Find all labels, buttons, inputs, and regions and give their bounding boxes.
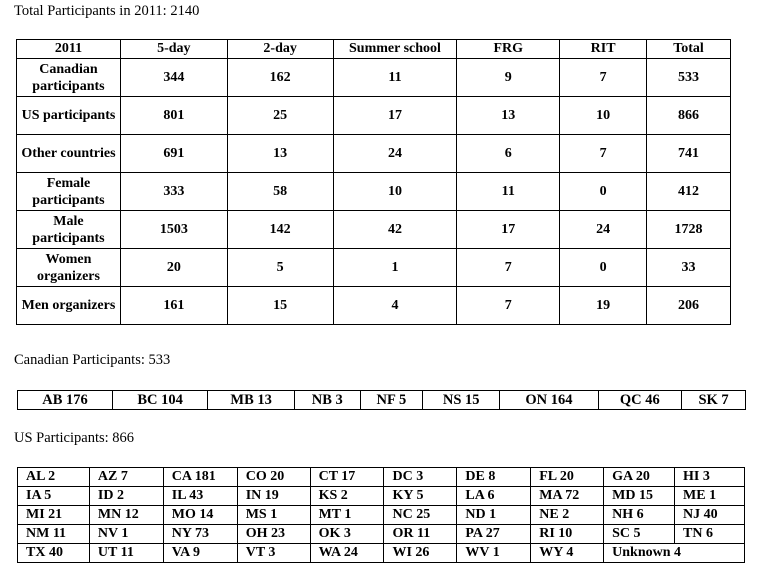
- column-header: 2-day: [227, 40, 333, 59]
- table-cell: 42: [333, 211, 457, 249]
- table-row: [18, 506, 745, 525]
- row-header-cell: Female participants: [17, 173, 121, 211]
- state-cell: NV 1: [89, 525, 163, 544]
- table-cell: 344: [120, 59, 227, 97]
- state-cell: OK 3: [310, 525, 384, 544]
- state-cell: TX 40: [18, 544, 90, 563]
- table-cell: 866: [647, 97, 731, 135]
- state-cell: HI 3: [675, 468, 745, 487]
- table-row: [17, 135, 731, 173]
- state-cell: GA 20: [604, 468, 675, 487]
- state-cell: Unknown 4: [604, 544, 745, 563]
- state-cell: OR 11: [384, 525, 457, 544]
- table-cell: 162: [227, 59, 333, 97]
- table-row: [17, 97, 731, 135]
- state-cell: IA 5: [18, 487, 90, 506]
- state-cell: DC 3: [384, 468, 457, 487]
- table-cell: 13: [457, 97, 560, 135]
- province-cell: SK 7: [682, 391, 746, 410]
- table-cell: 17: [457, 211, 560, 249]
- table-row: [18, 391, 746, 410]
- table-row: [18, 544, 745, 563]
- province-cell: NF 5: [360, 391, 423, 410]
- state-cell: KY 5: [384, 487, 457, 506]
- table-cell: 10: [333, 173, 457, 211]
- table-cell: 24: [560, 211, 647, 249]
- column-header: FRG: [457, 40, 560, 59]
- table-cell: 58: [227, 173, 333, 211]
- state-cell: ND 1: [457, 506, 531, 525]
- table-cell: 11: [333, 59, 457, 97]
- table-cell: 25: [227, 97, 333, 135]
- state-cell: UT 11: [89, 544, 163, 563]
- canadian-provinces-table: [17, 390, 746, 410]
- table-cell: 206: [647, 287, 731, 325]
- table-cell: 6: [457, 135, 560, 173]
- table-cell: 15: [227, 287, 333, 325]
- province-cell: AB 176: [18, 391, 113, 410]
- table-row: [17, 287, 731, 325]
- table-row: [18, 525, 745, 544]
- table-row: [17, 173, 731, 211]
- province-cell: MB 13: [208, 391, 295, 410]
- table-cell: 17: [333, 97, 457, 135]
- state-cell: FL 20: [531, 468, 604, 487]
- state-cell: MN 12: [89, 506, 163, 525]
- table-row: [18, 468, 745, 487]
- us-participants-heading: US Participants: 866: [14, 430, 135, 446]
- table-cell: 24: [333, 135, 457, 173]
- state-cell: WI 26: [384, 544, 457, 563]
- state-cell: NC 25: [384, 506, 457, 525]
- state-cell: CT 17: [310, 468, 384, 487]
- table-cell: 1728: [647, 211, 731, 249]
- row-header-cell: Women organizers: [17, 249, 121, 287]
- state-cell: NJ 40: [675, 506, 745, 525]
- column-header: Total: [647, 40, 731, 59]
- state-cell: PA 27: [457, 525, 531, 544]
- state-cell: MD 15: [604, 487, 675, 506]
- column-header: RIT: [560, 40, 647, 59]
- table-cell: 1: [333, 249, 457, 287]
- state-cell: IN 19: [237, 487, 310, 506]
- state-cell: NE 2: [531, 506, 604, 525]
- state-cell: TN 6: [675, 525, 745, 544]
- state-cell: IL 43: [163, 487, 237, 506]
- table-cell: 142: [227, 211, 333, 249]
- state-cell: MI 21: [18, 506, 90, 525]
- state-cell: RI 10: [531, 525, 604, 544]
- province-cell: BC 104: [113, 391, 208, 410]
- table-cell: 412: [647, 173, 731, 211]
- state-cell: KS 2: [310, 487, 384, 506]
- table-cell: 19: [560, 287, 647, 325]
- state-cell: VA 9: [163, 544, 237, 563]
- state-cell: AL 2: [18, 468, 90, 487]
- table-cell: 9: [457, 59, 560, 97]
- row-header-cell: US participants: [17, 97, 121, 135]
- state-cell: ID 2: [89, 487, 163, 506]
- state-cell: SC 5: [604, 525, 675, 544]
- canadian-participants-heading: Canadian Participants: 533: [14, 352, 171, 368]
- state-cell: NY 73: [163, 525, 237, 544]
- table-cell: 4: [333, 287, 457, 325]
- row-header-cell: Canadian participants: [17, 59, 121, 97]
- row-header-cell: Other countries: [17, 135, 121, 173]
- table-row: [17, 59, 731, 97]
- state-cell: VT 3: [237, 544, 310, 563]
- table-cell: 7: [457, 287, 560, 325]
- table-cell: 741: [647, 135, 731, 173]
- total-participants-heading: Total Participants in 2011: 2140: [14, 3, 200, 19]
- state-cell: MT 1: [310, 506, 384, 525]
- state-cell: CA 181: [163, 468, 237, 487]
- state-cell: WV 1: [457, 544, 531, 563]
- state-cell: MO 14: [163, 506, 237, 525]
- state-cell: WY 4: [531, 544, 604, 563]
- state-cell: ME 1: [675, 487, 745, 506]
- province-cell: NB 3: [295, 391, 360, 410]
- table-cell: 533: [647, 59, 731, 97]
- province-cell: QC 46: [598, 391, 682, 410]
- table-cell: 11: [457, 173, 560, 211]
- state-cell: WA 24: [310, 544, 384, 563]
- state-cell: AZ 7: [89, 468, 163, 487]
- table-cell: 1503: [120, 211, 227, 249]
- state-cell: NH 6: [604, 506, 675, 525]
- column-header: Summer school: [333, 40, 457, 59]
- state-cell: OH 23: [237, 525, 310, 544]
- state-cell: NM 11: [18, 525, 90, 544]
- table-cell: 691: [120, 135, 227, 173]
- table-cell: 13: [227, 135, 333, 173]
- state-cell: LA 6: [457, 487, 531, 506]
- province-cell: NS 15: [423, 391, 500, 410]
- state-cell: MS 1: [237, 506, 310, 525]
- column-header: 5-day: [120, 40, 227, 59]
- table-cell: 20: [120, 249, 227, 287]
- table-cell: 7: [560, 59, 647, 97]
- table-cell: 33: [647, 249, 731, 287]
- participants-summary-table: [16, 39, 731, 325]
- table-cell: 5: [227, 249, 333, 287]
- row-header-cell: Male participants: [17, 211, 121, 249]
- column-header: 2011: [17, 40, 121, 59]
- table-cell: 7: [560, 135, 647, 173]
- table-cell: 333: [120, 173, 227, 211]
- province-cell: ON 164: [500, 391, 598, 410]
- us-states-table: [17, 467, 745, 563]
- table-cell: 0: [560, 249, 647, 287]
- row-header-cell: Men organizers: [17, 287, 121, 325]
- table-cell: 161: [120, 287, 227, 325]
- state-cell: MA 72: [531, 487, 604, 506]
- state-cell: DE 8: [457, 468, 531, 487]
- table-row: [18, 487, 745, 506]
- table-cell: 0: [560, 173, 647, 211]
- state-cell: CO 20: [237, 468, 310, 487]
- table-row: [17, 249, 731, 287]
- table-cell: 7: [457, 249, 560, 287]
- table-row: [17, 211, 731, 249]
- table-cell: 801: [120, 97, 227, 135]
- table-cell: 10: [560, 97, 647, 135]
- table-header-row: [17, 40, 731, 59]
